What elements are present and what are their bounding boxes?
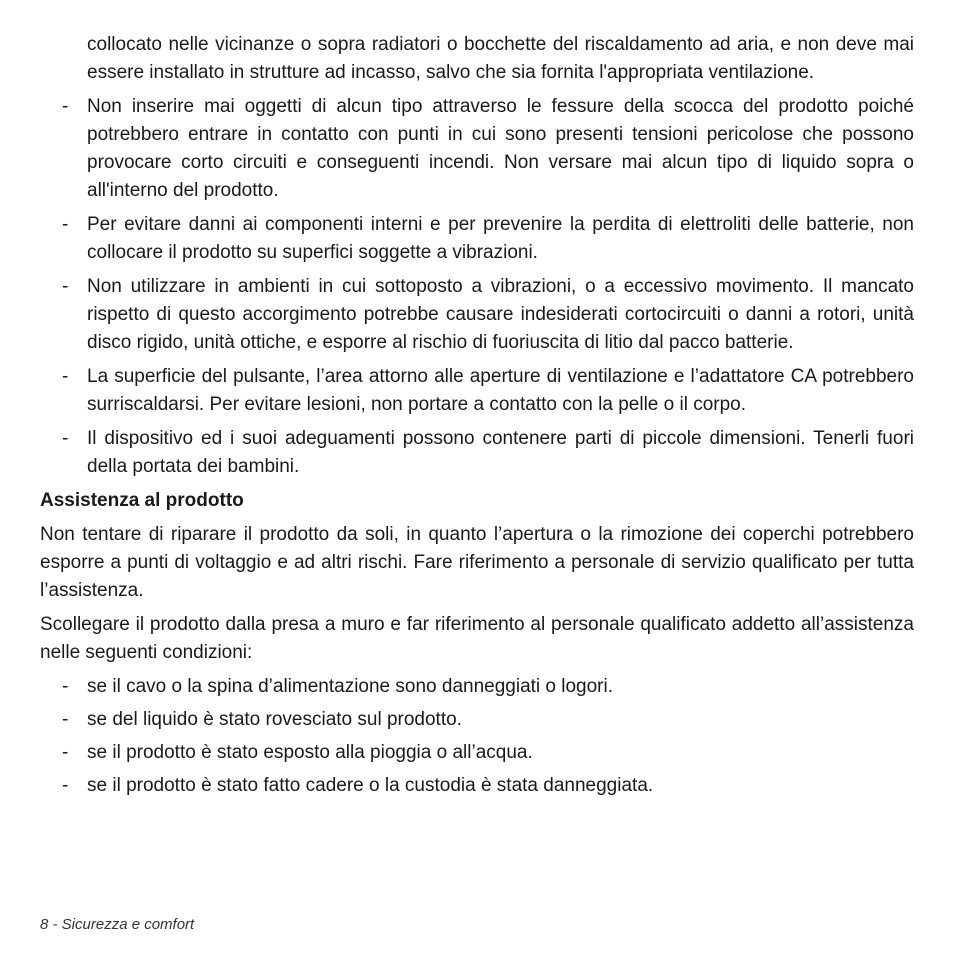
list-item-text: Non utilizzare in ambienti in cui sottoposto a vibrazioni, o a eccessivo movimento. Il mancato rispetto di questo accorgimento potrebbe causare indesiderati cortocircuiti o danni a rotori, unità disco rigido, unità ottiche, e esporre al rischio di fuoriuscita di litio dal pacco batterie. [87, 276, 914, 353]
list-item-text: La superficie del pulsante, l’area attorno alle aperture di ventilazione e l’adattatore CA potrebbero surriscaldarsi. Per evitare lesioni, non portare a contatto con la pelle o il corpo. [87, 366, 914, 415]
intro-continuation: collocato nelle vicinanze o sopra radiatori o bocchette del riscaldamento ad aria, e non deve mai essere installato in strutture ad incasso, salvo che sia fornita l'appropriata ventilazione. [87, 34, 914, 83]
list-item-text: se il prodotto è stato esposto alla pioggia o all’acqua. [87, 742, 533, 763]
list-item [40, 706, 914, 734]
document-page [40, 31, 914, 805]
conditions-list [40, 673, 914, 800]
dash-bullet: - [62, 709, 69, 730]
list-item [40, 425, 914, 481]
list-item-text: se il cavo o la spina d’alimentazione sono danneggiati o logori. [87, 676, 614, 697]
section-heading: Assistenza al prodotto [40, 490, 244, 511]
list-item-text: se del liquido è stato rovesciato sul prodotto. [87, 709, 462, 730]
safety-list [40, 93, 914, 481]
list-item-text: se il prodotto è stato fatto cadere o la custodia è stata danneggiata. [87, 775, 654, 796]
dash-bullet: - [62, 214, 69, 235]
page-footer: 8 - Sicurezza e comfort [40, 916, 195, 933]
dash-bullet: - [62, 276, 69, 297]
list-item [40, 739, 914, 767]
dash-bullet: - [62, 428, 69, 449]
dash-bullet: - [62, 96, 69, 117]
list-item-text: Il dispositivo ed i suoi adeguamenti possono contenere parti di piccole dimensioni. Tenerli fuori della portata dei bambini. [87, 428, 914, 477]
dash-bullet: - [62, 775, 69, 796]
list-item [40, 363, 914, 419]
list-item-text: Per evitare danni ai componenti interni e per prevenire la perdita di elettroliti delle batterie, non collocare il prodotto su superfici soggette a vibrazioni. [87, 214, 914, 263]
list-item [40, 673, 914, 701]
list-item [40, 772, 914, 800]
list-item [40, 273, 914, 357]
dash-bullet: - [62, 742, 69, 763]
list-item [40, 211, 914, 267]
paragraph-service: Non tentare di riparare il prodotto da soli, in quanto l’apertura o la rimozione dei coperchi potrebbero esporre a punti di voltaggio e ad altri rischi. Fare riferimento a personale di servizio qualificato per tutta l’assistenza. [40, 524, 914, 601]
list-item [40, 93, 914, 205]
list-item-text: Non inserire mai oggetti di alcun tipo attraverso le fessure della scocca del prodotto poiché potrebbero entrare in contatto con punti in cui sono presenti tensioni pericolose che possono provocare corto circuiti e conseguenti incendi. Non versare mai alcun tipo di liquido sopra o all'interno del prodotto. [87, 96, 914, 201]
paragraph-conditions: Scollegare il prodotto dalla presa a muro e far riferimento al personale qualificato addetto all’assistenza nelle seguenti condizioni: [40, 614, 914, 663]
dash-bullet: - [62, 676, 69, 697]
dash-bullet: - [62, 366, 69, 387]
